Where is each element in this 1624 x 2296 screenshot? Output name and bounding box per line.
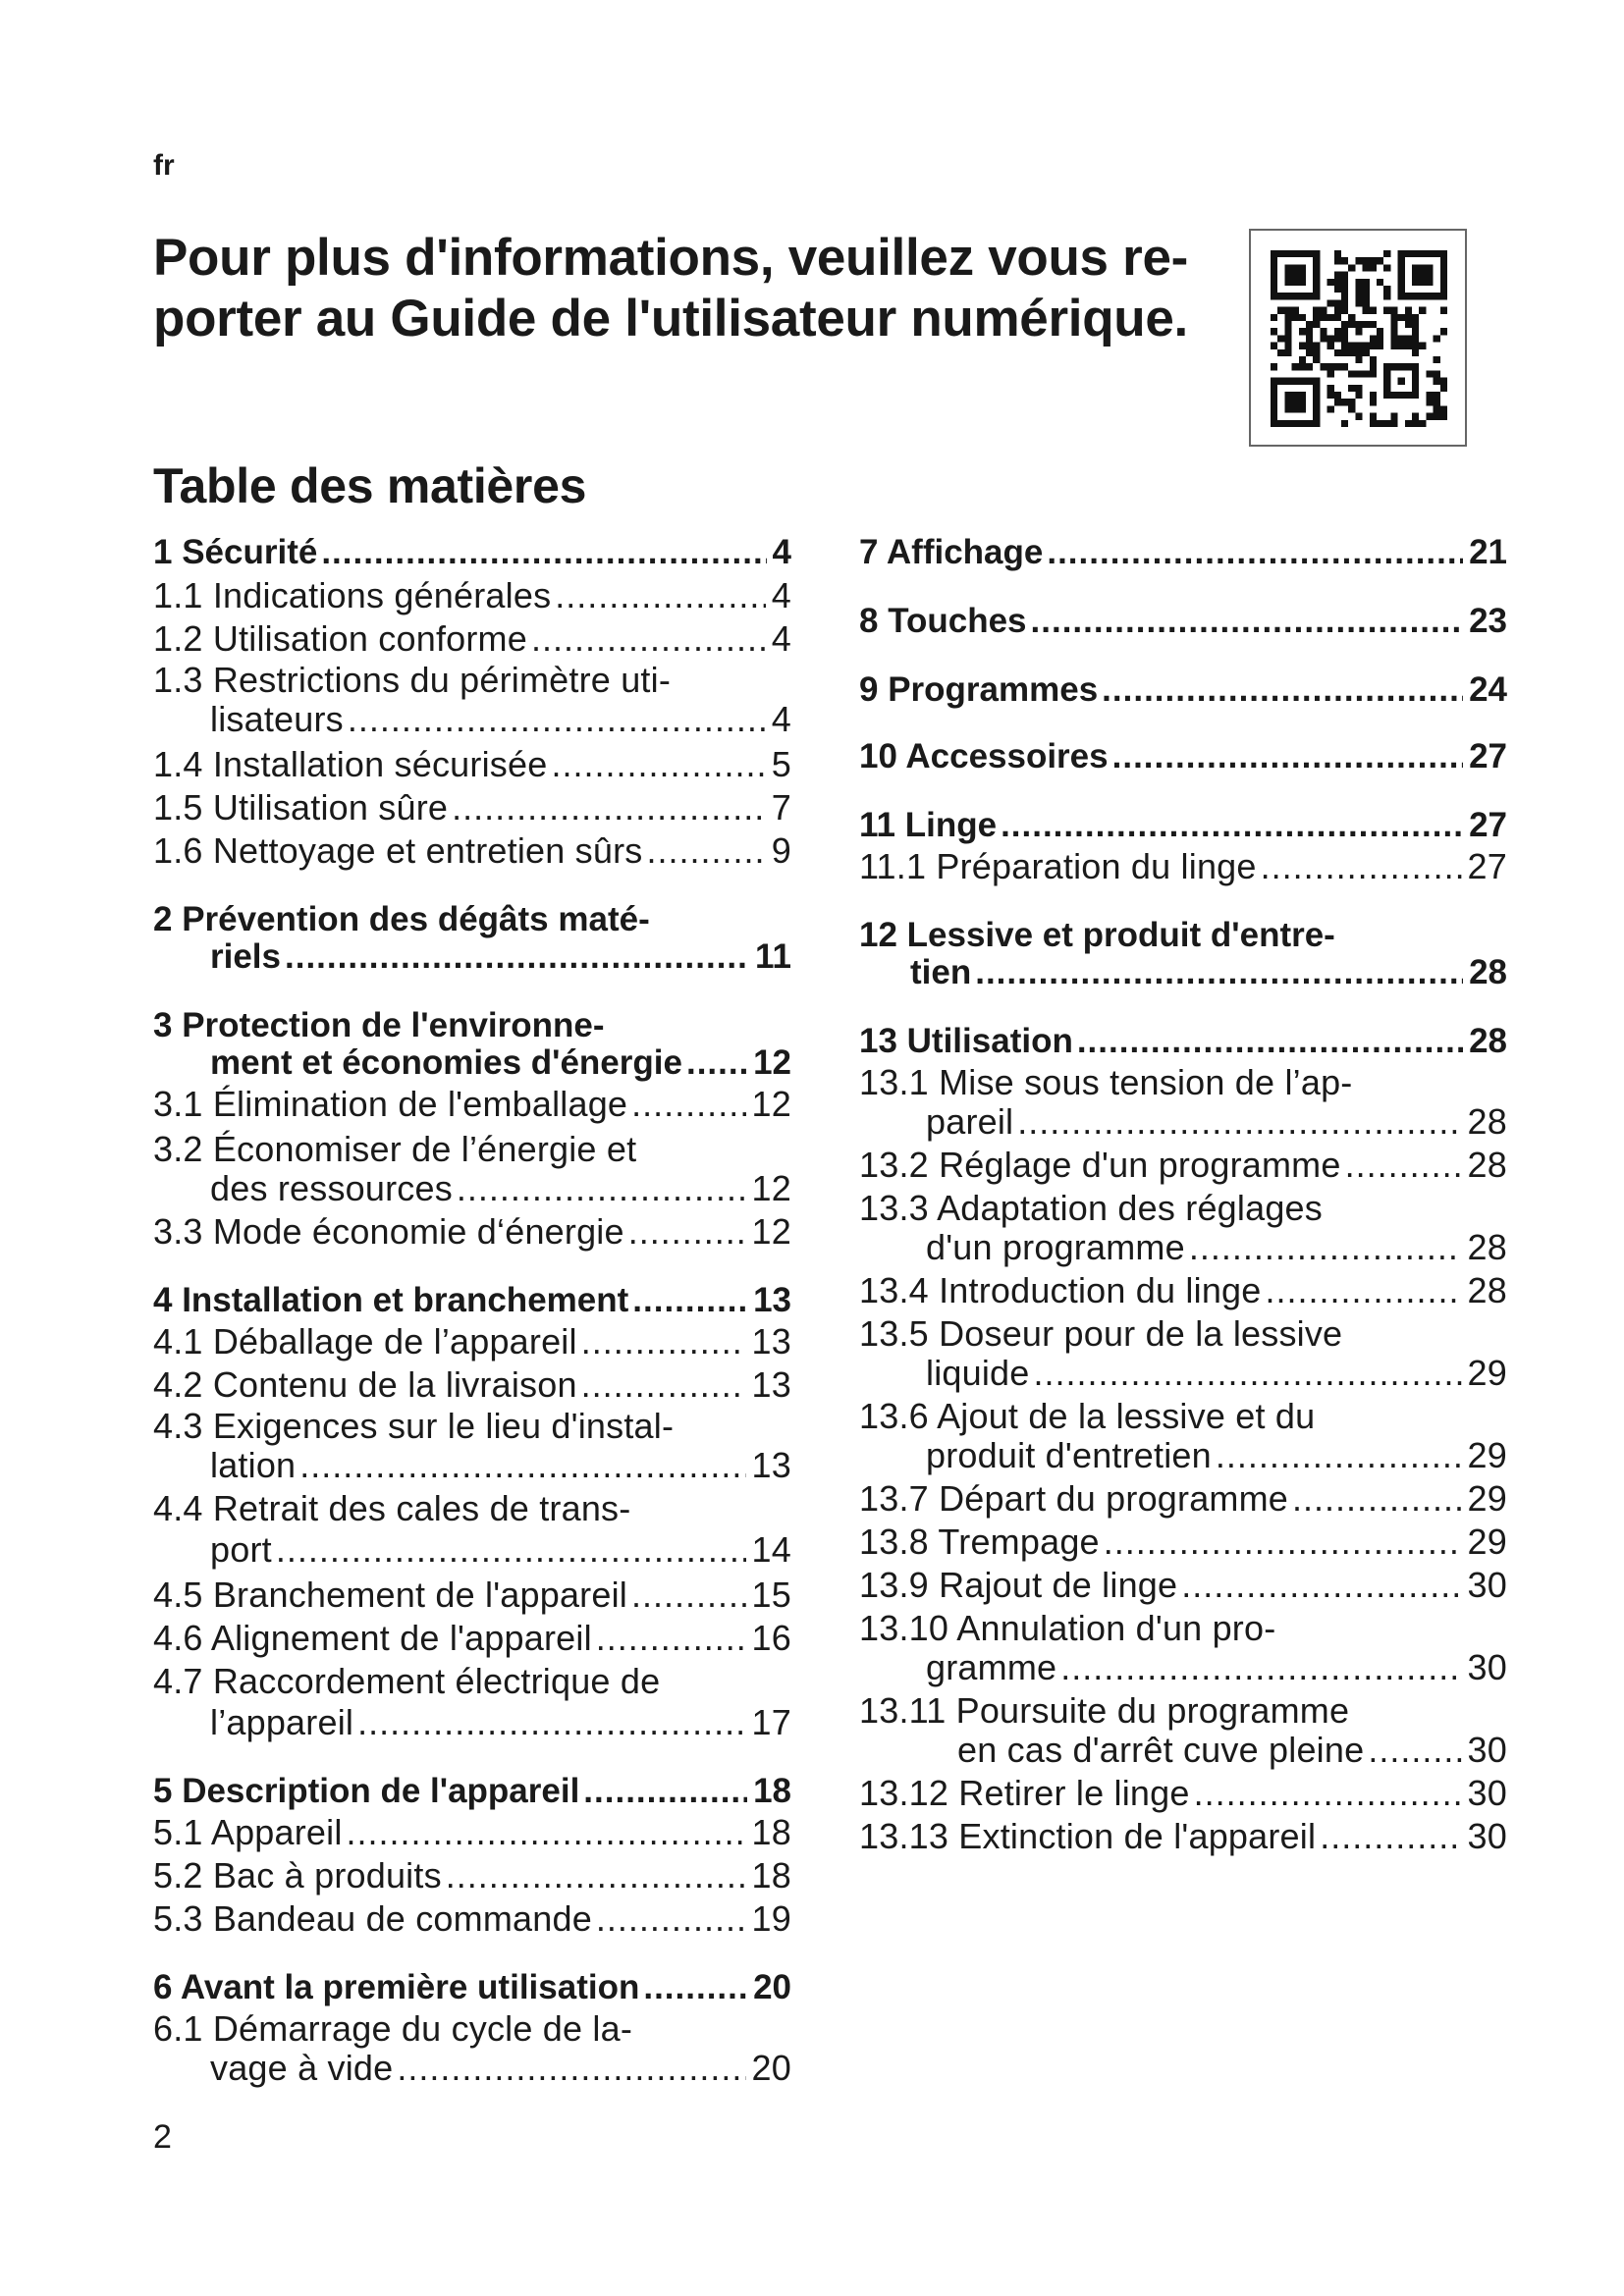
- right-entry[interactable]: [859, 1690, 1507, 1732]
- left-entry[interactable]: [153, 660, 791, 701]
- toc-leader-dots: [1368, 1730, 1461, 1771]
- left-entry[interactable]: [153, 1005, 791, 1046]
- toc-entry-page: 15: [751, 1575, 791, 1615]
- left-entry[interactable]: [153, 2048, 791, 2089]
- toc-entry-label: 3.1 Élimination de l'emballage: [153, 1084, 628, 1124]
- toc-entry-page: 30: [1467, 1773, 1507, 1813]
- left-entry[interactable]: [153, 830, 791, 872]
- toc-leader-dots: [1033, 1353, 1461, 1394]
- left-entry[interactable]: [153, 1445, 791, 1486]
- right-entry[interactable]: [859, 532, 1507, 573]
- toc-entry-label: 4.4 Retrait des cales de trans-: [153, 1488, 631, 1528]
- left-entry[interactable]: [153, 1898, 791, 1940]
- right-entry[interactable]: [859, 1145, 1507, 1186]
- toc-leader-dots: [1017, 1101, 1461, 1143]
- right-entry[interactable]: [859, 1353, 1507, 1394]
- toc-entry-page: 4: [771, 699, 791, 739]
- toc-leader-dots: [1060, 1647, 1461, 1688]
- toc-entry-page: 30: [1467, 1565, 1507, 1605]
- toc-entry-page: 19: [751, 1898, 791, 1939]
- left-entry[interactable]: [153, 2008, 791, 2050]
- toc-entry-label: 13.9 Rajout de linge: [859, 1565, 1178, 1605]
- toc-entry-label: lation: [210, 1445, 297, 1485]
- right-entry[interactable]: [859, 846, 1507, 887]
- toc-entry-label: 5.2 Bac à produits: [153, 1855, 442, 1896]
- toc-leader-dots: [631, 1575, 746, 1616]
- toc-entry-page: 17: [751, 1702, 791, 1742]
- left-entry[interactable]: [153, 1321, 791, 1362]
- toc-leader-dots: [596, 1618, 746, 1659]
- toc-leader-dots: [628, 1211, 746, 1253]
- toc-entry-page: 30: [1467, 1730, 1507, 1770]
- toc-entry-label: 1.3 Restrictions du périmètre uti-: [153, 660, 672, 700]
- right-entry[interactable]: [859, 736, 1507, 777]
- toc-leader-dots: [1102, 669, 1463, 711]
- toc-entry-page: 12: [751, 1211, 791, 1252]
- toc-leader-dots: [596, 1898, 746, 1940]
- toc-leader-dots: [1345, 1145, 1462, 1186]
- toc-leader-dots: [531, 618, 766, 660]
- right-entry[interactable]: [859, 601, 1507, 642]
- toc-entry-page: 16: [751, 1618, 791, 1658]
- toc-entry-label: en cas d'arrêt cuve pleine: [957, 1730, 1365, 1770]
- toc-leader-dots: [551, 744, 765, 785]
- toc-leader-dots: [397, 2048, 745, 2089]
- toc-entry-label: 13.10 Annulation d'un pro-: [859, 1608, 1276, 1648]
- toc-leader-dots: [347, 1812, 746, 1853]
- right-entry[interactable]: [859, 1270, 1507, 1311]
- toc-entry-label: 3 Protection de l'environne-: [153, 1006, 605, 1044]
- toc-entry-page: 9: [771, 830, 791, 871]
- toc-leader-dots: [631, 1084, 745, 1125]
- left-entry[interactable]: [153, 1488, 791, 1529]
- left-entry[interactable]: [153, 1618, 791, 1659]
- toc-entry-label: 2 Prévention des dégâts maté-: [153, 900, 650, 938]
- toc-leader-dots: [321, 532, 766, 573]
- toc-entry-label: produit d'entretien: [926, 1435, 1212, 1475]
- toc-entry-page: 4: [771, 575, 791, 615]
- toc-leader-dots: [975, 952, 1463, 993]
- toc-entry-page: 24: [1469, 670, 1507, 709]
- toc-leader-dots: [686, 1042, 747, 1084]
- heading-line-1: Pour plus d'informations, veuillez vous re-: [153, 229, 1188, 287]
- toc-leader-dots: [1104, 1522, 1462, 1563]
- right-entry[interactable]: [859, 1522, 1507, 1563]
- toc-entry-label: 4.2 Contenu de la livraison: [153, 1364, 577, 1405]
- left-entry[interactable]: [153, 1771, 791, 1812]
- toc-entry-label: 13.6 Ajout de la lessive et du: [859, 1396, 1316, 1436]
- toc-entry-page: 30: [1467, 1647, 1507, 1687]
- toc-entry-label: 13.5 Doseur pour de la lessive: [859, 1313, 1343, 1354]
- left-entry[interactable]: [153, 1529, 791, 1571]
- left-entry[interactable]: [153, 1042, 791, 1084]
- toc-entry-page: 29: [1467, 1522, 1507, 1562]
- toc-entry-label: pareil: [926, 1101, 1014, 1142]
- toc-entry-label: 4.3 Exigences sur le lieu d'instal-: [153, 1406, 675, 1446]
- toc-entry-page: 21: [1469, 533, 1507, 571]
- toc-entry-label: 5.1 Appareil: [153, 1812, 343, 1852]
- toc-entry-label: 13 Utilisation: [859, 1022, 1073, 1060]
- right-entry[interactable]: [859, 1313, 1507, 1355]
- right-entry[interactable]: [859, 1021, 1507, 1062]
- left-entry[interactable]: [153, 744, 791, 785]
- toc-entry-label: l’appareil: [210, 1702, 354, 1742]
- toc-entry-page: 18: [751, 1812, 791, 1852]
- right-entry[interactable]: [859, 1730, 1507, 1771]
- toc-entry-label: ment et économies d'énergie: [210, 1043, 682, 1082]
- qr-code[interactable]: [1249, 229, 1467, 447]
- toc-entry-page: 18: [751, 1855, 791, 1896]
- toc-leader-dots: [446, 1855, 746, 1896]
- left-entry[interactable]: [153, 1661, 791, 1702]
- right-entry[interactable]: [859, 669, 1507, 711]
- toc-entry-page: 20: [751, 2048, 791, 2088]
- toc-entry-page: 11: [755, 937, 791, 976]
- toc-entry-label: 1.4 Installation sécurisée: [153, 744, 548, 784]
- right-entry[interactable]: [859, 1816, 1507, 1857]
- toc-entry-page: 13: [753, 1281, 791, 1319]
- toc-entry-label: 1.2 Utilisation conforme: [153, 618, 527, 659]
- toc-entry-label: 1 Sécurité: [153, 533, 318, 571]
- toc-leader-dots: [632, 1280, 747, 1321]
- left-entry[interactable]: [153, 1855, 791, 1896]
- toc-leader-dots: [1112, 736, 1463, 777]
- toc-entry-label: riels: [210, 937, 281, 976]
- right-entry[interactable]: [859, 1608, 1507, 1649]
- toc-entry-page: 20: [753, 1968, 791, 2006]
- toc-entry-label: 1.5 Utilisation sûre: [153, 787, 449, 828]
- toc-entry-label: 4.5 Branchement de l'appareil: [153, 1575, 627, 1615]
- toc-leader-dots: [581, 1321, 746, 1362]
- toc-entry-label: 4.1 Déballage de l’appareil: [153, 1321, 577, 1362]
- toc-entry-page: 23: [1469, 602, 1507, 640]
- left-entry[interactable]: [153, 1280, 791, 1321]
- left-entry[interactable]: [153, 699, 791, 740]
- left-entry[interactable]: [153, 532, 791, 573]
- right-entry[interactable]: [859, 1396, 1507, 1437]
- toc-leader-dots: [452, 787, 766, 828]
- left-entry[interactable]: [153, 1575, 791, 1616]
- left-entry[interactable]: [153, 1406, 791, 1447]
- page-heading: [153, 228, 1194, 349]
- left-entry[interactable]: [153, 1211, 791, 1253]
- toc-leader-dots: [1181, 1565, 1461, 1606]
- toc-entry-label: tien: [910, 953, 972, 991]
- toc-entry-page: 28: [1467, 1227, 1507, 1267]
- toc-title: Table des matières: [153, 458, 587, 513]
- toc-entry-label: port: [210, 1529, 272, 1570]
- toc-entry-page: 28: [1467, 1101, 1507, 1142]
- toc-entry-page: 14: [751, 1529, 791, 1570]
- right-entry[interactable]: [859, 1435, 1507, 1476]
- toc-entry-page: 7: [771, 787, 791, 828]
- toc-entry-label: 12 Lessive et produit d'entre-: [859, 916, 1335, 954]
- toc-leader-dots: [555, 575, 765, 616]
- toc-entry-page: 30: [1467, 1816, 1507, 1856]
- toc-leader-dots: [581, 1364, 746, 1406]
- toc-entry-page: 13: [751, 1364, 791, 1405]
- toc-entry-page: 28: [1469, 1022, 1507, 1060]
- left-entry[interactable]: [153, 1967, 791, 2008]
- right-entry[interactable]: [859, 915, 1507, 956]
- left-entry[interactable]: [153, 1168, 791, 1209]
- toc-entry-page: 5: [771, 744, 791, 784]
- toc-entry-page: 27: [1469, 737, 1507, 775]
- toc-entry-label: d'un programme: [926, 1227, 1185, 1267]
- left-entry[interactable]: [153, 787, 791, 828]
- toc-leader-dots: [1189, 1227, 1462, 1268]
- toc-entry-label: 5 Description de l'appareil: [153, 1772, 580, 1810]
- toc-entry-page: 27: [1467, 846, 1507, 886]
- toc-leader-dots: [1077, 1021, 1463, 1062]
- toc-entry-label: 13.13 Extinction de l'appareil: [859, 1816, 1317, 1856]
- toc-entry-page: 13: [751, 1321, 791, 1362]
- toc-leader-dots: [1216, 1435, 1462, 1476]
- toc-leader-dots: [1194, 1773, 1462, 1814]
- toc-leader-dots: [643, 1967, 747, 2008]
- toc-leader-dots: [357, 1702, 745, 1743]
- toc-entry-page: 28: [1469, 953, 1507, 991]
- right-entry[interactable]: [859, 1188, 1507, 1229]
- right-entry[interactable]: [859, 1773, 1507, 1814]
- toc-leader-dots: [1047, 532, 1463, 573]
- toc-leader-dots: [285, 936, 749, 978]
- toc-entry-label: 7 Affichage: [859, 533, 1044, 571]
- right-entry[interactable]: [859, 952, 1507, 993]
- toc-entry-label: 3.3 Mode économie d‘énergie: [153, 1211, 624, 1252]
- toc-entry-label: 4.7 Raccordement électrique de: [153, 1661, 661, 1701]
- toc-entry-page: 28: [1467, 1145, 1507, 1185]
- toc-entry-page: 29: [1467, 1353, 1507, 1393]
- toc-entry-label: 13.2 Réglage d'un programme: [859, 1145, 1341, 1185]
- toc-entry-page: 18: [753, 1772, 791, 1810]
- left-entry[interactable]: [153, 1129, 791, 1170]
- toc-leader-dots: [1001, 805, 1463, 846]
- toc-entry-page: 28: [1467, 1270, 1507, 1310]
- toc-entry-label: 13.12 Retirer le linge: [859, 1773, 1190, 1813]
- left-entry[interactable]: [153, 1084, 791, 1125]
- toc-entry-label: 1.1 Indications générales: [153, 575, 552, 615]
- toc-entry-label: 5.3 Bandeau de commande: [153, 1898, 592, 1939]
- toc-leader-dots: [1292, 1478, 1462, 1520]
- toc-entry-label: 6 Avant la première utilisation: [153, 1968, 640, 2006]
- toc-entry-label: des ressources: [210, 1168, 453, 1208]
- right-entry[interactable]: [859, 1062, 1507, 1103]
- toc-leader-dots: [276, 1529, 746, 1571]
- toc-entry-label: 13.3 Adaptation des réglages: [859, 1188, 1323, 1228]
- left-entry[interactable]: [153, 899, 791, 940]
- right-entry[interactable]: [859, 1101, 1507, 1143]
- left-entry[interactable]: [153, 1812, 791, 1853]
- right-entry[interactable]: [859, 1227, 1507, 1268]
- language-code: fr: [153, 149, 175, 182]
- right-entry[interactable]: [859, 1478, 1507, 1520]
- toc-entry-label: 6.1 Démarrage du cycle de la-: [153, 2008, 633, 2049]
- toc-entry-label: gramme: [926, 1647, 1057, 1687]
- toc-entry-page: 12: [751, 1084, 791, 1124]
- toc-entry-label: 3.2 Économiser de l’énergie et: [153, 1129, 637, 1169]
- heading-line-2: porter au Guide de l'utilisateur numérique.: [153, 290, 1188, 347]
- right-entry[interactable]: [859, 1647, 1507, 1688]
- toc-entry-label: lisateurs: [210, 699, 344, 739]
- toc-entry-page: 27: [1469, 806, 1507, 844]
- toc-entry-label: liquide: [926, 1353, 1030, 1393]
- toc-leader-dots: [647, 830, 766, 872]
- toc-entry-label: 1.6 Nettoyage et entretien sûrs: [153, 830, 643, 871]
- toc-leader-dots: [457, 1168, 746, 1209]
- toc-leader-dots: [348, 699, 766, 740]
- right-entry[interactable]: [859, 805, 1507, 846]
- toc-entry-label: 13.11 Poursuite du programme: [859, 1690, 1350, 1731]
- toc-leader-dots: [583, 1771, 747, 1812]
- toc-entry-label: 10 Accessoires: [859, 737, 1109, 775]
- toc-entry-page: 13: [751, 1445, 791, 1485]
- toc-entry-page: 4: [772, 533, 791, 571]
- left-entry[interactable]: [153, 1364, 791, 1406]
- left-entry[interactable]: [153, 1702, 791, 1743]
- toc-leader-dots: [299, 1445, 745, 1486]
- left-entry[interactable]: [153, 936, 791, 978]
- toc-leader-dots: [1320, 1816, 1461, 1857]
- toc-entry-label: 8 Touches: [859, 602, 1027, 640]
- toc-leader-dots: [1261, 846, 1462, 887]
- toc-entry-page: 29: [1467, 1478, 1507, 1519]
- toc-leader-dots: [1266, 1270, 1462, 1311]
- toc-entry-label: vage à vide: [210, 2048, 394, 2088]
- toc-entry-page: 4: [771, 618, 791, 659]
- toc-entry-page: 12: [753, 1043, 791, 1082]
- toc-entry-page: 12: [751, 1168, 791, 1208]
- toc-leader-dots: [1031, 601, 1464, 642]
- toc-entry-label: 4 Installation et branchement: [153, 1281, 629, 1319]
- toc-entry-page: 29: [1467, 1435, 1507, 1475]
- toc-entry-label: 4.6 Alignement de l'appareil: [153, 1618, 592, 1658]
- qr-code-icon: [1271, 250, 1447, 427]
- toc-entry-label: 13.1 Mise sous tension de l’ap-: [859, 1062, 1353, 1102]
- page-number: 2: [153, 2118, 172, 2156]
- toc-entry-label: 11.1 Préparation du linge: [859, 846, 1257, 886]
- right-entry[interactable]: [859, 1565, 1507, 1606]
- toc-entry-label: 13.7 Départ du programme: [859, 1478, 1289, 1519]
- toc-entry-label: 13.4 Introduction du linge: [859, 1270, 1262, 1310]
- left-entry[interactable]: [153, 575, 791, 616]
- toc-entry-label: 13.8 Trempage: [859, 1522, 1100, 1562]
- left-entry[interactable]: [153, 618, 791, 660]
- toc-entry-label: 9 Programmes: [859, 670, 1099, 709]
- toc-entry-label: 11 Linge: [859, 806, 998, 844]
